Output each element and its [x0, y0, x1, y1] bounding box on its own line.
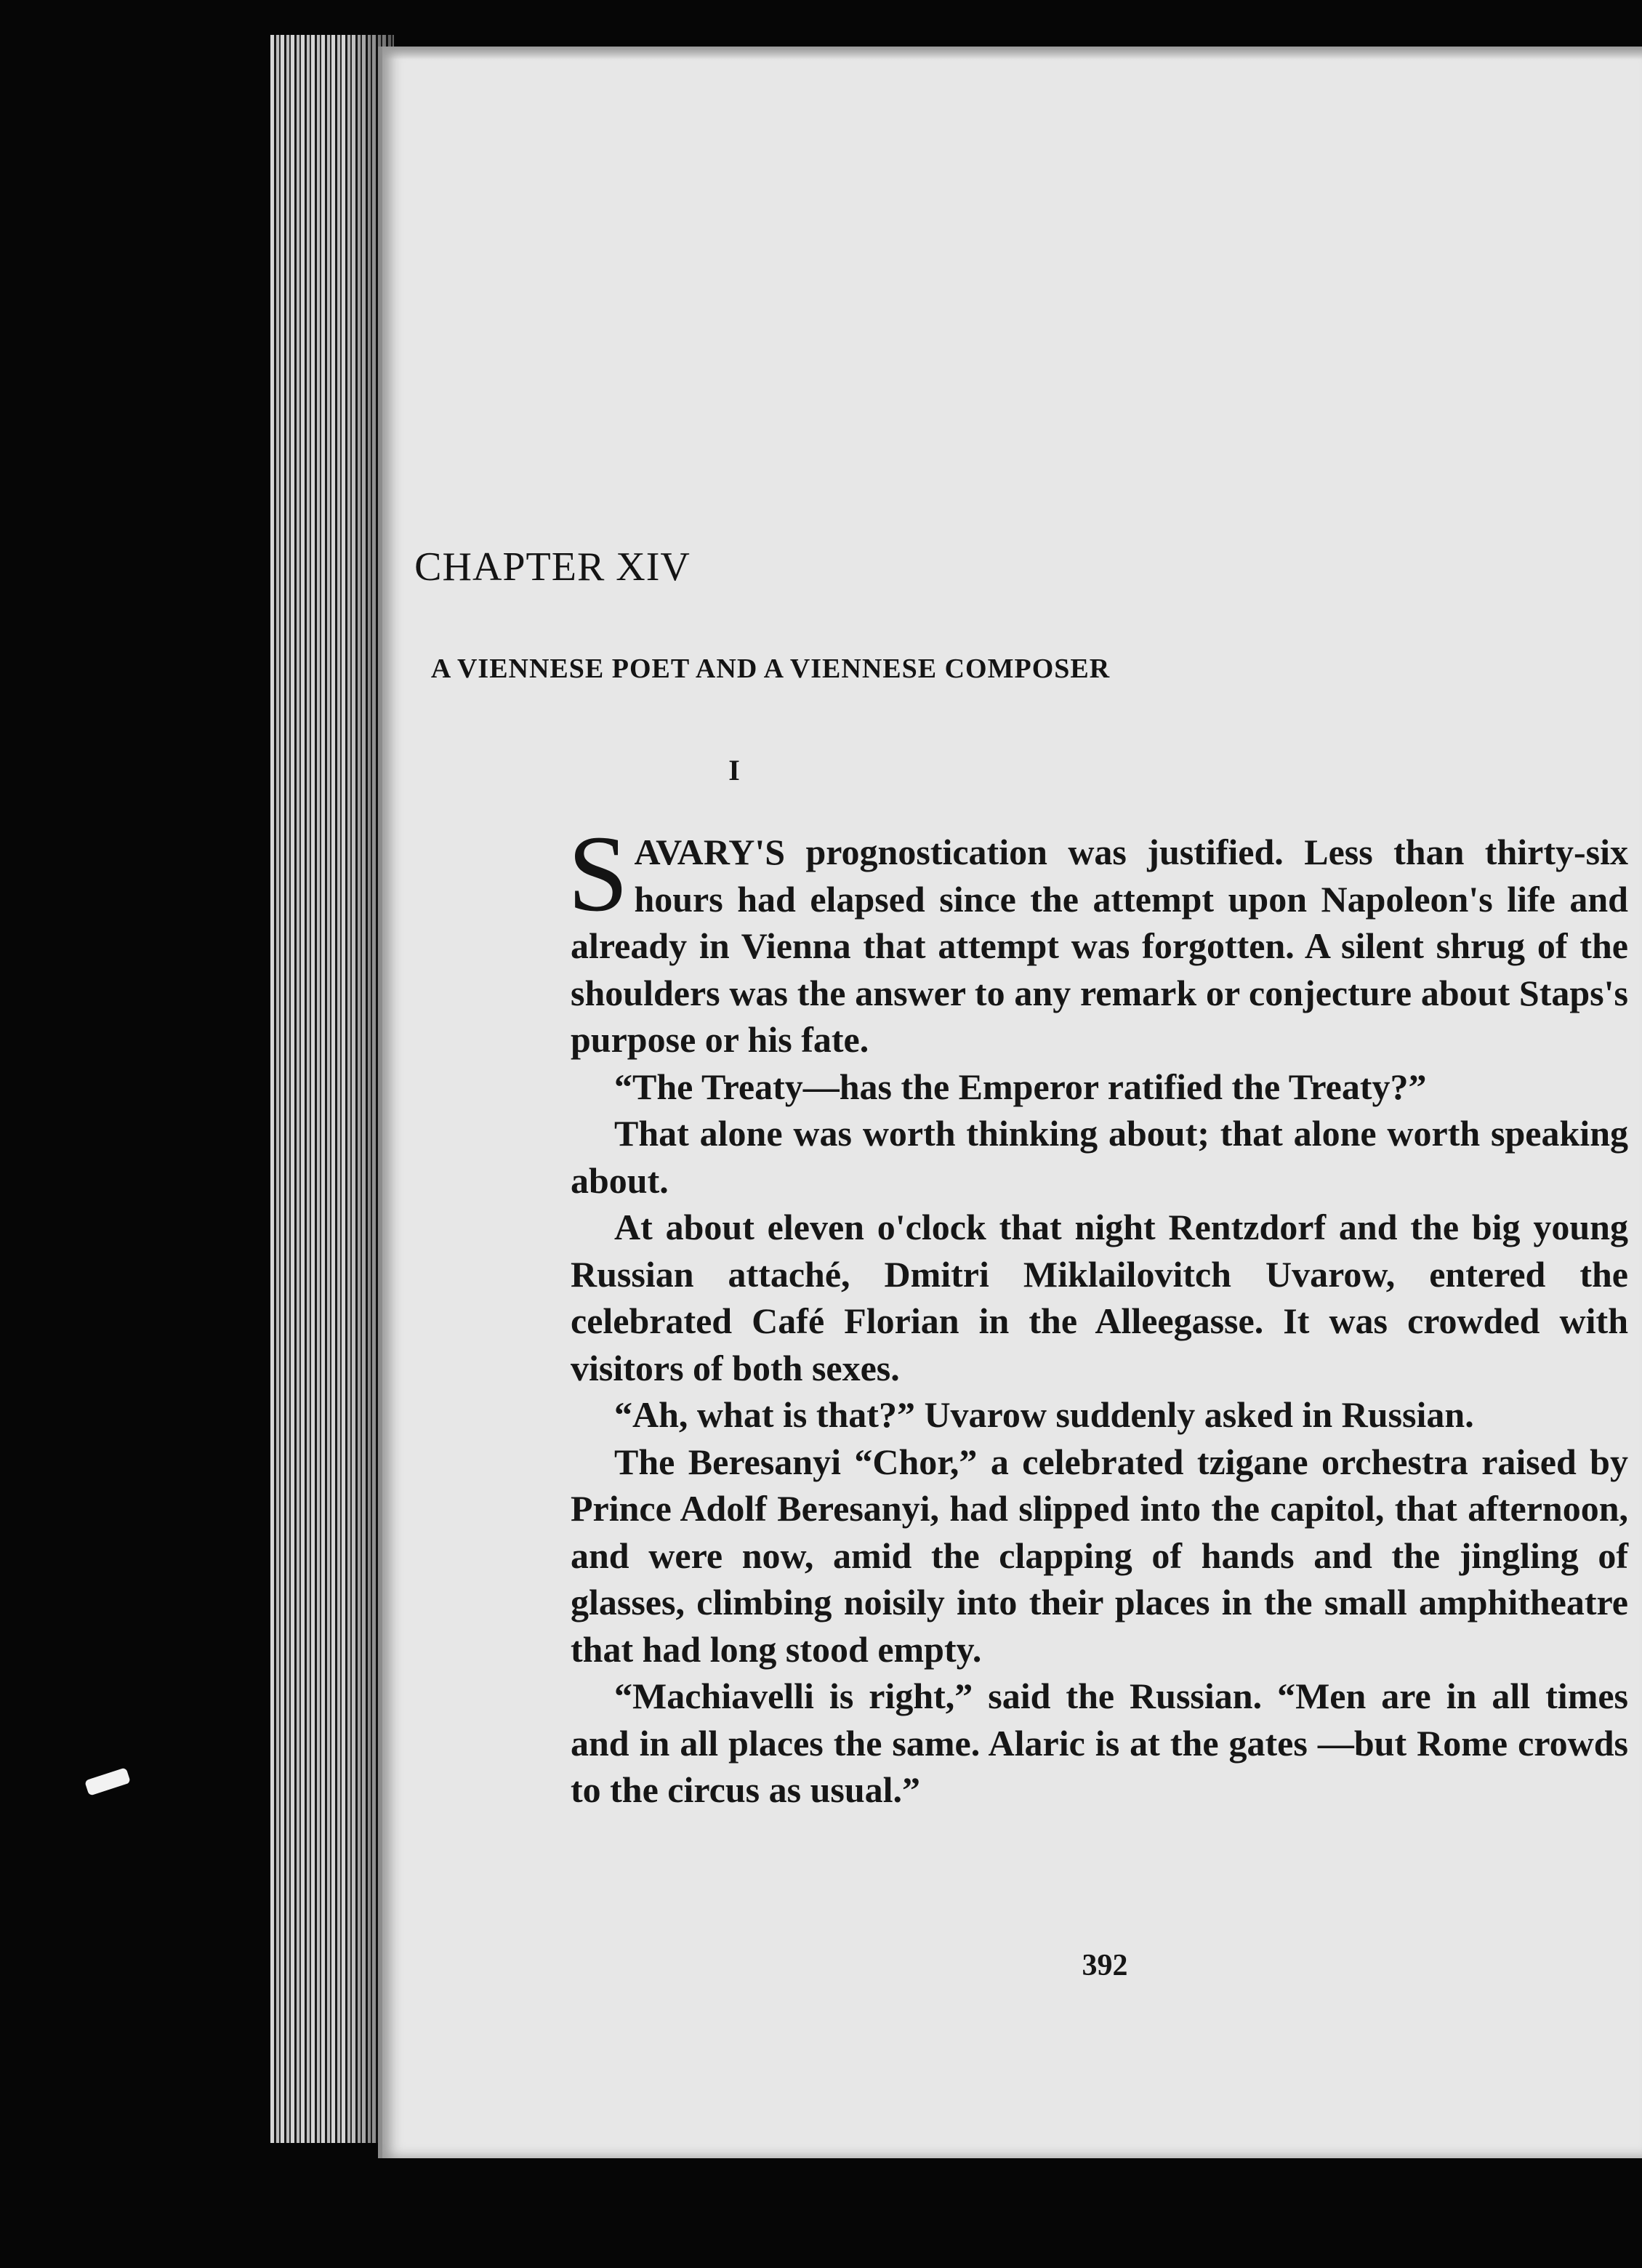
drop-cap: S — [568, 813, 629, 934]
body-text — [568, 813, 1628, 1814]
paragraph-5: “Ah, what is that?” Uvarow suddenly asked in Russian. — [614, 1394, 1474, 1435]
section-number: I — [728, 754, 740, 787]
scan-speck — [84, 1767, 131, 1796]
paragraph-4: At about eleven o'clock that night Rentzdorf and the big young Russian attaché, Dmitri Miklailovitch Uvarow, entered the celebrated Café Florian in the Alleegasse. It was crowded with visitors of both sexes. — [571, 1207, 1628, 1388]
paragraph-1 — [568, 813, 1628, 1063]
paragraph-1-text: AVARY'S prognostication was justified. Less than thirty-six hours had elapsed since the attempt upon Napoleon's life and already in Vienna that attempt was forgotten. A silent shrug of the shoulders was the answer to any remark or conjecture about Staps's purpose or his fate. — [571, 832, 1628, 1060]
book-page-edges — [270, 35, 394, 2143]
paragraph-2: “The Treaty—has the Emperor ratified the Treaty?” — [614, 1066, 1427, 1107]
page-number: 392 — [1082, 1949, 1128, 1982]
paragraph-7: “Machiavelli is right,” said the Russian. “Men are in all times and in all places the same. Alaric is at the gates —but Rome crowds to the circus as usual.” — [571, 1676, 1628, 1810]
chapter-subtitle: A VIENNESE POET AND A VIENNESE COMPOSER — [430, 654, 1111, 684]
chapter-title: CHAPTER XIV — [414, 544, 691, 590]
paragraph-3: That alone was worth thinking about; that alone worth speaking about. — [571, 1113, 1628, 1201]
paragraph-6: The Beresanyi “Chor,” a celebrated tzigane orchestra raised by Prince Adolf Beresanyi, had slipped into the capitol, that afternoon, and were now, amid the clapping of hands and the jingling of glasses, climbing noisily into their places in the small amphitheatre that had long stood empty. — [571, 1441, 1628, 1670]
